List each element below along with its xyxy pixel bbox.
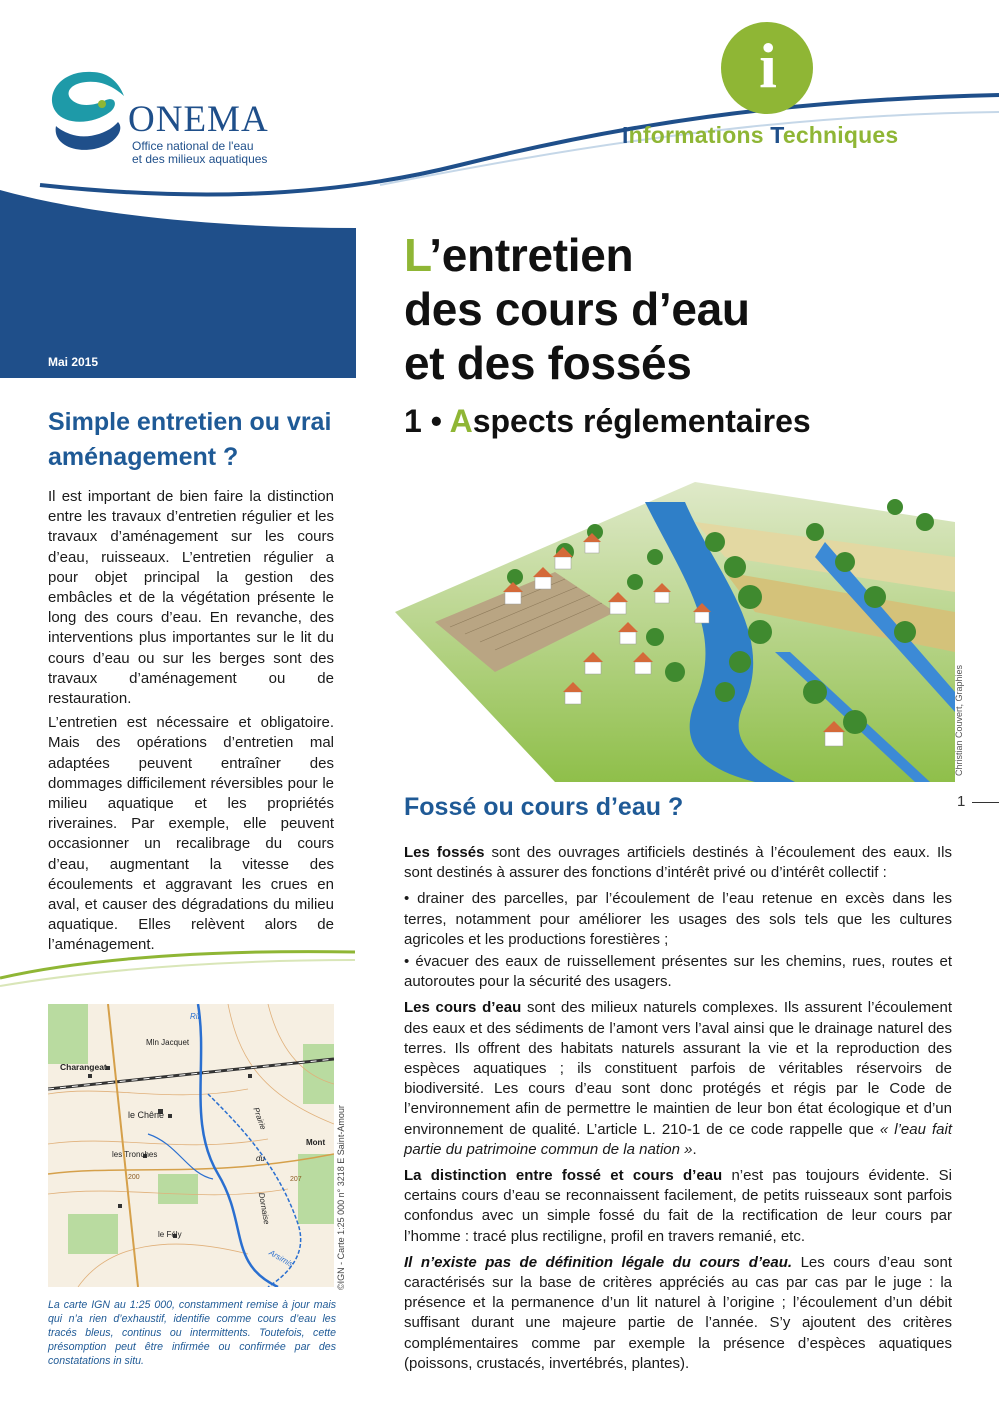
- landscape-illustration: [395, 462, 955, 782]
- illustration-credit: Christian Couvert, Graphies: [954, 664, 964, 776]
- map-caption: La carte IGN au 1:25 000, constamment remise à jour mais qui n’a rien d’exhaustif, identifie comme cours d’eau les tracés bleus, continus ou intermittents. Toutefois, cette présomption peut être infirmée ou confirmée par des constatations in situ.: [48, 1299, 336, 1367]
- right-paragraph: [404, 843, 952, 883]
- title-line1: [404, 228, 964, 282]
- paragraph-text: .: [692, 1140, 697, 1158]
- map-label: les Tronches: [112, 1150, 158, 1159]
- series-title-cap-t: T: [770, 122, 783, 148]
- logo-subtitle-line1: Office national de l'eau: [132, 139, 254, 153]
- right-section-body: [404, 843, 952, 1380]
- map-label: Mont: [306, 1138, 326, 1147]
- ign-map-image: [48, 1004, 334, 1287]
- map-label: Arsimis: [267, 1248, 295, 1269]
- map-label: Dornaise: [256, 1191, 272, 1226]
- paragraph-text: Les cours d’eau sont caractérisés sur la base de critères appréciés au cas par cas par le juge : la présence et la permanence d’un lit naturel à l’origine ; l’écoulement d’un débit suffisant durant une majeure partie de l’année. S’y ajoutent des critères complémentaires comme par exemple la présence d’espèces aquatiques (poissons, crustacés, invertébrés, plantes).: [404, 1253, 952, 1372]
- logo-wordmark: ONEMA: [128, 99, 269, 140]
- map-label: Mln Jacquet: [146, 1038, 190, 1047]
- map-label: le Chêne: [128, 1110, 165, 1120]
- right-paragraph: [404, 1166, 952, 1247]
- right-section-heading: Fossé ou cours d’eau ?: [404, 793, 684, 821]
- page-number-rule: [972, 802, 999, 803]
- subtitle-rest: spects réglementaires: [472, 403, 811, 439]
- paragraph-text: n’est pas toujours évidente. Si certains cours d’eau se reconnaissent facilement, de petits ruisseaux sont parfois confondus avec un simple fossé du fait de la rectification de leur cours par l’homme : tracé plus rectiligne, profil en travers remanié, etc.: [404, 1167, 952, 1245]
- subtitle-number: 1: [404, 403, 422, 439]
- logo-subtitle-line2: et des milieux aquatiques: [132, 152, 268, 166]
- paragraph-text: sont des ouvrages artificiels destinés à l’écoulement des eaux. Ils sont destinés à assurer des fonctions d’intérêt privé ou d’intérêt collectif :: [404, 844, 952, 882]
- left-paragraph: L’entretien est nécessaire et obligatoire. Mais des opérations d’entretien mal adaptées peuvent entraîner des dommages difficilement réversibles pour le milieu aquatique et les propriétés riveraines. Par exemple, elle peuvent occasionner un recalibrage du cours d’eau, augmentant la vitesse des écoulements et aggravant les crues en aval, et causer des dégradations du milieu aquatique. Elles relèvent alors de l’aménagement.: [48, 714, 334, 954]
- series-title-cap-i: I: [622, 122, 629, 148]
- map-label: 200: [128, 1174, 140, 1181]
- info-icon: i: [759, 30, 777, 101]
- subtitle-bullet: •: [430, 403, 442, 439]
- series-title-part2: echniques: [782, 122, 899, 148]
- title-first-letter: L: [404, 229, 430, 281]
- green-divider-swoosh: [0, 950, 360, 995]
- right-paragraph: [404, 998, 952, 1160]
- bullet-item: • drainer des parcelles, par l’écoulement de l’eau retenue en excès dans les terres, notamment pour améliorer les usages des sols tels que les cultures agricoles et les productions forestières ;: [404, 890, 952, 948]
- logo-subtitle: [132, 140, 267, 166]
- map-label: Charangeat: [60, 1062, 107, 1072]
- subtitle-first-letter: A: [449, 403, 473, 439]
- page-number: 1: [957, 793, 966, 810]
- series-title: [622, 122, 898, 149]
- map-label: du: [256, 1154, 265, 1163]
- map-label: Rif: [190, 1012, 200, 1021]
- title-line2: des cours d’eau: [404, 283, 750, 335]
- quote-text: « l’eau fait partie du patrimoine commun de la nation »: [404, 1120, 952, 1158]
- left-paragraph: Il est important de bien faire la distinction entre les travaux d’entretien régulier et les travaux d’aménagement sur les cours d’eau, ruisseaux. L’entretien régulier a pour objet principal la gestion des embâcles et de la végétation présente le long des cours d’eau. En revanche, des interventions plus importantes sur le lit du cours d’eau ou sur les berges sont des travaux d’aménagement ou de restauration.: [48, 488, 334, 708]
- bold-italic-lead: Il n’existe pas de définition légale du cours d’eau.: [404, 1253, 793, 1271]
- map-label: 207: [290, 1176, 302, 1183]
- page-title: [404, 228, 964, 390]
- bold-lead: Les cours d’eau: [404, 999, 522, 1017]
- bold-lead: La distinction entre fossé et cours d’eau: [404, 1167, 723, 1185]
- series-title-part1: nformations: [628, 122, 771, 148]
- map-label: le Fély: [158, 1230, 182, 1239]
- left-section-heading: Simple entretien ou vrai aménagement ?: [48, 408, 332, 471]
- left-section-body: [48, 487, 334, 960]
- title-line1-rest: ’entretien: [429, 229, 634, 281]
- bullet-item: • évacuer des eaux de ruissellement présentes sur les chemins, rues, routes et autoroutes pour la sécurité des usagers.: [404, 953, 952, 991]
- publication-date: Mai 2015: [48, 355, 99, 369]
- bold-lead: Les fossés: [404, 844, 485, 861]
- right-paragraph: [404, 1253, 952, 1374]
- paragraph-text: sont des milieux naturels complexes. Ils assurent l’écoulement des eaux et des sédiments de l’amont vers l’aval ainsi que le drainage naturel des terres. Ils offrent des habitats naturels assurant la vie et la reproduction des espèces aquatiques ; ils constituent parfois de véritables réservoirs de biodiversité. Les cours d’eau sont donc protégés et régis par le Code de l’environnement afin de permettre le maintien de leur bon état écologique et d’un environnement de qualité. L’article L. 210-1 de ce code rappelle que: [404, 999, 952, 1138]
- map-credit: ©IGN - Carte 1:25 000 n° 3218 E Saint-Amour: [336, 1105, 346, 1290]
- map-label: Prairie: [251, 1106, 268, 1131]
- title-line3: et des fossés: [404, 337, 692, 389]
- page-subtitle: [404, 403, 811, 440]
